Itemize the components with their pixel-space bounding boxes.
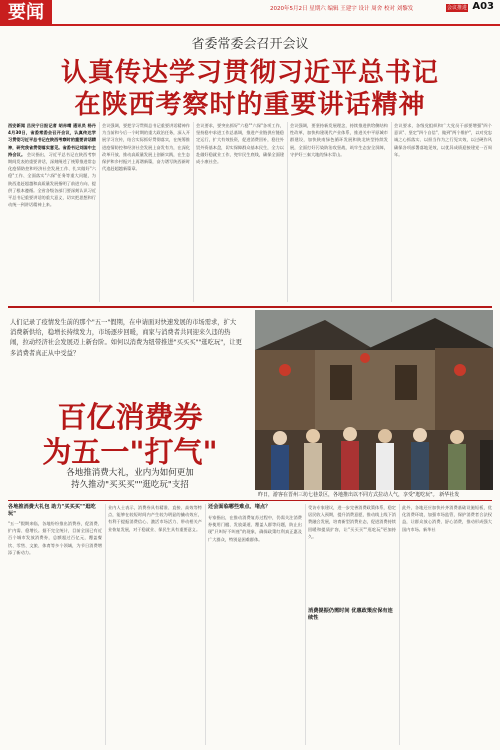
column-divider bbox=[99, 122, 100, 302]
article2-subtitle-line2: 持久推动"买买买""逛吃玩"支招 bbox=[71, 480, 189, 490]
article1-column-3: 会议要求，要突出抓好"六稳""六保"各项工作，坚持稳中求进工作总基调，推进产业链供应链稳定运行，扩大有效投资，促进消费回补，稳住外贸外资基本盘，切实保障群众基本民生，全力以赴做好稳就业工作，兜牢民生底线，确保全面建成小康社会。 bbox=[196, 123, 284, 165]
section-divider bbox=[8, 306, 492, 308]
column-divider bbox=[287, 122, 288, 302]
article2-column-3: 专家指出，在推动消费复苏过程中，仍需关注消费券使用门槛、发放渠道、覆盖人群等问题，防止出现"只叫好不叫座"的现象，确保政策红利真正惠及广大群众，特别是困难群体。 bbox=[208, 515, 302, 542]
section-divider bbox=[8, 500, 492, 501]
article1-column-4: 会议强调，要坚持新发展理念，持续推进供给侧结构性改革，加快构建现代产业体系，推进关中平原城市群建设，加快陕南绿色循环发展和陕北转型持续发展，全面打好污染防治攻坚战，筑牢生态安全屏障，守护好三秦大地的绿水青山。 bbox=[290, 123, 388, 157]
street-scene-image bbox=[255, 310, 493, 490]
section-tab: 要闻 bbox=[0, 0, 52, 26]
article2-headline-line1: 百亿消费券 bbox=[57, 400, 203, 434]
column-divider bbox=[391, 122, 392, 302]
article1-headline-line1: 认真传达学习贯彻习近平总书记 bbox=[60, 58, 439, 88]
section-badge: 会议推进 bbox=[446, 5, 467, 11]
article1-column-5: 会议要求，各级党组织和广大党员干部要增强"四个意识"、坚定"四个自信"、做到"两个维护"，以对党忠诚之心抓落实、以担当作为之行见实效，以过硬作风确保各项部署落地见效，以优异成绩迎接建党一百周年。 bbox=[394, 123, 492, 157]
article2-headline-line2: 为五一"打气" bbox=[42, 435, 218, 469]
article1-headline-line2: 在陕西考察时的重要讲话精神 bbox=[74, 90, 426, 120]
article1-lead: 西安新闻 吕民宁日报记者 胡赤晴 通讯员 杨丹 4月30日，省委常委会召开会议，认真传达学习贯彻习近平总书记在陕西考察时的重要讲话精神，研究我省贯彻落实意见。省委书记刘国中主持会议。 bbox=[8, 123, 96, 157]
article1-col1-text: 会议指出，习近平总书记在陕西考察期间发表的重要讲话，深刻阐述了统筹推进常态化疫情防控和经济社会发展工作、扎实做好"六稳"工作、全面落实"六保"任务等重大问题，为陕西追赶超越和高质量发展指明了前进方向、提供了根本遵循。全省各级各部门要深刻认识习近平总书记重要讲话的重大意义，切实把思想和行动统一到讲话精神上来。 bbox=[8, 151, 96, 208]
article1-kicker: 省委常委会召开会议 bbox=[191, 37, 309, 52]
article2-subtitle-line1: 各地推消费大礼，业内为如何更加 bbox=[66, 468, 194, 478]
article2-subhead-2: 还会面临哪些难点、堵点？ bbox=[208, 504, 271, 510]
article2-column-4: 受访专家建议，进一步完善消费政策体系，稳定居民收入预期，提升消费意愿，推动线上线下消费融合发展，培育新型消费业态，促进消费持续回暖和提质扩容，让"买买买""逛吃玩"更加持久。 bbox=[308, 505, 396, 539]
article2-subhead-3: 消费提振仍需时间 优惠政策应保有连续性 bbox=[308, 608, 393, 621]
article2-column-5: 此外，各地还应加快补齐消费基础设施短板，优化消费环境，加强市场监管，保护消费者合法权益，让群众放心消费、舒心消费，推动形成强大国内市场。新华社 bbox=[402, 505, 492, 532]
column-divider bbox=[193, 122, 194, 302]
page-header bbox=[0, 0, 500, 26]
header-rule bbox=[52, 24, 500, 26]
column-divider bbox=[205, 504, 206, 745]
article2-column-1: "五一"假期来临，各地纷纷推出消费券，促消费、扩内需、稳增长。据不完全统计，目前全国已有近百个城市发放消费券，总额超过百亿元，覆盖餐饮、零售、文旅、体育等多个领域，为节日消费增添了新动力。 bbox=[8, 521, 102, 555]
column-divider bbox=[399, 504, 400, 745]
page-number: A03 bbox=[472, 1, 494, 12]
column-divider bbox=[305, 504, 306, 745]
news-photo bbox=[255, 310, 493, 490]
issue-info: 2020年5月2日 星期六 编辑 王建宇 设计 周舍 校对 刘黎发 bbox=[270, 6, 414, 12]
article2-subhead-1: 各地推消费大礼包 助力"买买买""逛吃玩" bbox=[8, 504, 96, 517]
photo-caption: 昨日，游客在晋州三坊七巷景区，各地推出以不同方式拉动人气，享受"逛吃玩"。 新华社发 bbox=[258, 492, 460, 498]
article1-column-2: 会议强调，要把学习贯彻总书记重要讲话精神作为当前和今后一个时期的重大政治任务，深入开展学习宣传，结合实际抓好贯彻落实，在统筹推进疫情防控和经济社会发展上奋发有为，在深化改革开放、推动高质量发展上创新实践，在生态保护和乡村振兴上再谱新篇，奋力谱写陕西新时代追赶超越新篇章。 bbox=[102, 123, 190, 172]
article2-column-2: 业内人士表示，消费券具有精准、直接、高效等特点，能够在较短时间内产生较为明显的撬动效应，有利于提振消费信心、激活市场活力、带动相关产业恢复发展，对于稳就业、保民生具有重要意义。 bbox=[108, 505, 202, 532]
article2-intro: 人们记录了疫情发生前的那个"五一"假期，在申请面对快速发展的市场需求，扩大消费新供给，稳增长持续发力，市场逐步回暖，商家与消费者共同迎来久违的热闹，拉动经济社会发展迈上新台阶。如何以消费为纽带推进"买买买""逛吃玩"，让更多消费者真正从中受益？ bbox=[10, 319, 242, 357]
article1-column-1 bbox=[8, 122, 96, 302]
column-divider bbox=[105, 504, 106, 745]
